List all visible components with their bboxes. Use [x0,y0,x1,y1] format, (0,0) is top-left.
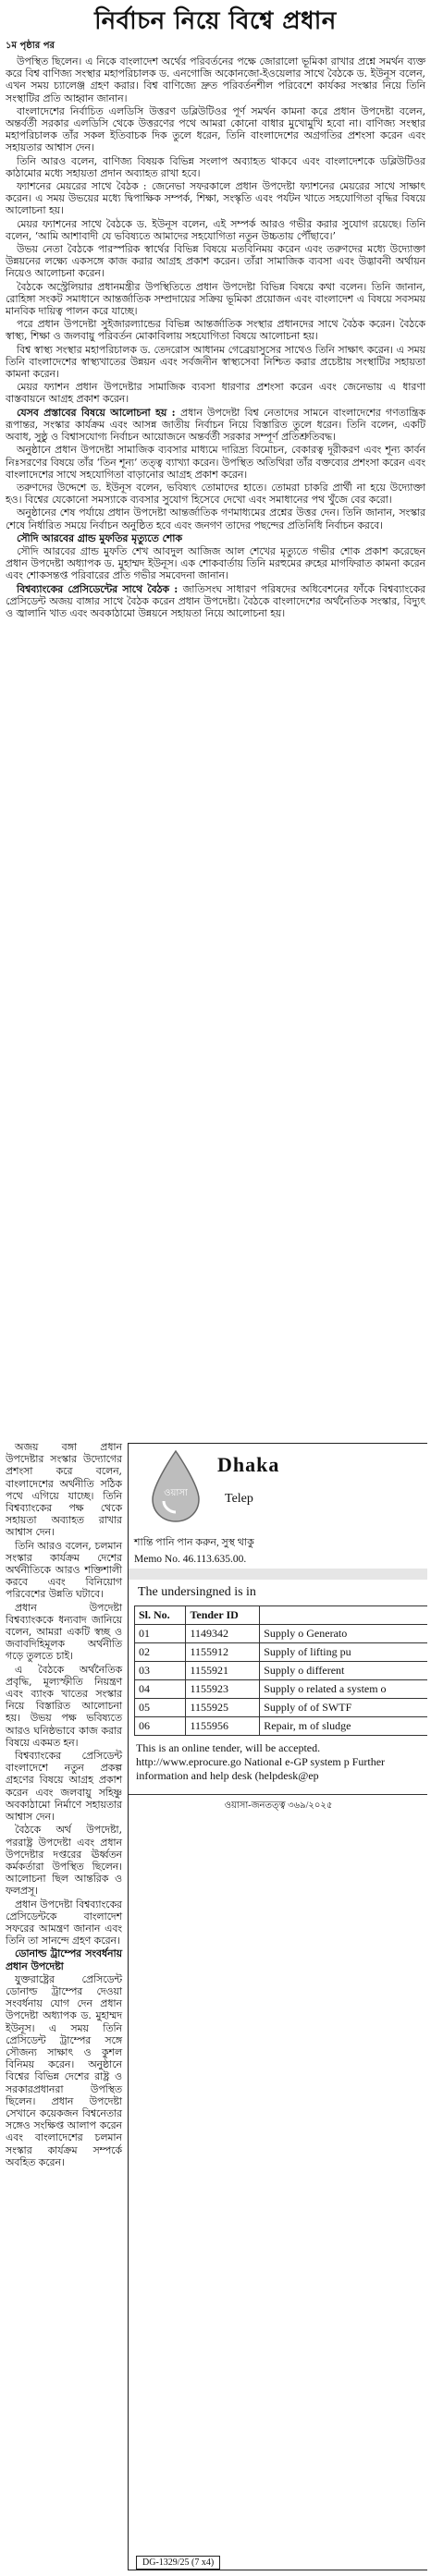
table-cell: 1149342 [186,1625,260,1643]
headline: নির্বাচন নিয়ে বিশ্বে প্রধান [94,7,337,35]
table-header-row [135,1606,428,1625]
subheading: সৌদি আরবের গ্রান্ড মুফতির মৃত্যুতে শোক [17,531,182,544]
paragraph: সৌদি আরবের গ্রান্ড মুফতি শেখ আবদুল আজিজ আল শেখের মৃত্যুতে গভীর শোক প্রকাশ করেছেন প্রধান উপদেষ্টা অধ্যাপক ড. মুহাম্মদ ইউনূস। এক শোকবার্তায় তিনি মরহুমের রুহের মাগফিরাত কামনা করেন এবং শোকসন্তপ্ত পরিবারের প্রতি গভীর সমবেদনা জানান। [6,544,425,582]
newspaper-page [4,4,427,2572]
table-row [135,1662,428,1680]
paragraph: তরুণদের উদ্দেশে ড. ইউনূস বলেন, ভবিষ্যৎ তোমাদের হাতে। তোমরা চাকরি প্রার্থী না হয়ে উদ্যোক্তা হও। বিশ্বের যেকোনো সমস্যাকে ব্যবসার সুযোগ হিসেবে দেখো এবং সমাধানের পথ খুঁজে বের করো। [6,481,425,507]
paragraph: বৈঠকে অস্ট্রেলিয়ার প্রধানমন্ত্রীর উপস্থিতিতে প্রধান উপদেষ্টা বিভিন্ন বিষয়ে কথা বলেন। তিনি জানান, রোহিঙ্গা সংকট সমাধানে আন্তর্জাতিক সম্প্রদায়ের সক্রিয় ভূমিকা প্রয়োজন এবং বাংলাদেশ এ বিষয়ে সবসময় মানবিক দায়িত্ব পালন করে যাচ্ছে। [6,280,425,318]
subheading: ডোনাল্ড ট্রাম্পের সংবর্ধনায় প্রধান উপদেষ্টা [6,1947,122,1972]
table-cell: 01 [135,1625,186,1643]
paragraph: ফ্যাশনের মেয়রের সাথে বৈঠক : জেনেভা সফরকালে প্রধান উপদেষ্টা ফ্যাশনের মেয়রের সাথে সাক্ষাৎ করেন। এ সময় উভয়ের মধ্যে দ্বিপাক্ষিক সম্পর্ক, শিক্ষা, সংস্কৃতি এবং পর্যটন খাতে সহযোগিতা বৃদ্ধির বিষয়ে আলোচনা হয়। [6,180,425,217]
continued-from-label: ১ম পৃষ্ঠার পর [6,41,55,51]
paragraph: যুক্তরাষ্ট্রের প্রেসিডেন্ট ডোনাল্ড ট্রাম্পের দেওয়া সংবর্ধনায় যোগ দেন প্রধান উপদেষ্টা অধ্যাপক ড. মুহাম্মদ ইউনূস। এ সময় তিনি প্রেসিডেন্ট ট্রাম্পের সঙ্গে সৌজন্য সাক্ষাৎ ও কুশল বিনিময় করেন। অনুষ্ঠানে বিশ্বের বিভিন্ন দেশের রাষ্ট্র ও সরকারপ্রধানরা উপস্থিত ছিলেন। প্রধান উপদেষ্টা সেখানে কয়েকজন বিশ্বনেতার সঙ্গেও সংক্ষিপ্ত আলাপ করেন এবং বাংলাদেশের চলমান সংস্কার কার্যক্রম সম্পর্কে অবহিত করেন। [6,1972,122,2168]
paragraph-with-subhead [6,407,425,444]
water-drop-logo-icon [147,1449,204,1523]
narrow-column [6,1441,122,2169]
table-cell: 1155925 [186,1699,260,1717]
dg-number: DG-1329/25 (7 x4) [136,2556,220,2570]
ad-header [129,1444,427,1532]
table-row [135,1717,428,1736]
ad-memo: Memo No. 46.113.635.00. [134,1554,247,1565]
paragraph: এ বৈঠকে অর্থনৈতিক প্রবৃদ্ধি, মূল্যস্ফীতি নিয়ন্ত্রণ এবং ব্যাংক খাতের সংস্কার নিয়ে বিস্তারিত আলোচনা হয়। উভয় পক্ষ ভবিষ্যতে আরও ঘনিষ্ঠভাবে কাজ করার বিষয়ে একমত হন। [6,1663,122,1749]
table-row [135,1680,428,1699]
logo-text: ওয়াসা [164,1488,188,1498]
table-cell: 04 [135,1680,186,1699]
table-cell: Supply of lifting pu [260,1643,427,1662]
paragraph: উভয় নেতা বৈঠকে পারস্পরিক স্বার্থের বিভিন্ন বিষয়ে মতবিনিময় করেন এবং তরুণদের মধ্যে উদ্যোক্তা উন্নয়নের লক্ষ্যে একসঙ্গে কাজ করার আগ্রহ প্রকাশ করেন। তাঁরা সামাজিক ব্যবসা এবং উদ্ভাবনী অর্থায়ন নিয়েও আলোচনা করেন। [6,243,426,280]
paragraph: মেয়র ফ্যাশন প্রধান উপদেষ্টার সামাজিক ব্যবসা ধারণার প্রশংসা করেন এবং জেনেভায় এ ধারণা বাস্তবায়নে আগ্রহ প্রকাশ করেন। [6,381,425,406]
ad-intro: The undersingned is in [138,1585,256,1599]
paragraph: তিনি আরও বলেন, বাণিজ্য বিষয়ক বিভিন্ন সংলাপ অব্যাহত থাকবে এবং বাংলাদেশকে ডব্লিউটিওর কাঠামোর মধ্যে সহায়তা প্রদান অব্যাহত রাখা হবে। [6,154,425,179]
paragraph: বিশ্বব্যাংকের প্রেসিডেন্ট বাংলাদেশে নতুন প্রকল্প গ্রহণের বিষয়ে আগ্রহ প্রকাশ করেন এবং জলবায়ু সহিষ্ণু অবকাঠামো নির্মাণে সহায়তার আশ্বাস দেন। [6,1750,122,1824]
paragraph: বৈঠকে অর্থ উপদেষ্টা, পররাষ্ট্র উপদেষ্টা এবং প্রধান উপদেষ্টার দপ্তরের ঊর্ধ্বতন কর্মকর্তারা উপস্থিত ছিলেন। আলোচনা ছিল আন্তরিক ও ফলপ্রসূ। [6,1824,122,1898]
paragraph: অনুষ্ঠানে প্রধান উপদেষ্টা সামাজিক ব্যবসার মাধ্যমে দারিদ্র্য বিমোচন, বেকারত্ব দূরীকরণ এবং শূন্য কার্বন নিঃসরণের বিষয়ে তাঁর ‘তিন শূন্য’ তত্ত্ব ব্যাখ্যা করেন। উপস্থিত অতিথিরা তাঁর বক্তব্যের প্রশংসা করেন এবং বাংলাদেশের সাথে সহযোগিতা বাড়ানোর আগ্রহ প্রকাশ করেন। [6,444,425,481]
table-row [135,1625,428,1643]
table-cell: 06 [135,1717,186,1736]
ad-footer-text: This is an online tender, will be accepted. http://www.eprocure.go National e-GP system p Further information and help desk (helpdesk@ep [136,1741,386,1782]
column-header: Tender ID [186,1606,260,1625]
paragraph: মেয়র ফ্যাশনের সাথে বৈঠকে ড. ইউনূস বলেন, এই সম্পর্ক আরও গভীর করার সুযোগ রয়েছে। তিনি বলেন, ‘আমি আশাবাদী যে ভবিষ্যতে আমাদের সহযোগিতা নতুন উচ্চতায় পৌঁছাবে।’ [6,217,425,242]
table-cell: 03 [135,1662,186,1680]
table-cell: 1155912 [186,1643,260,1662]
table-cell: 1155921 [186,1662,260,1680]
paragraph: বাংলাদেশের নির্বাচিত এলডিসি উত্তরণ ডব্লিউটিওর পূর্ণ সমর্থন কামনা করে প্রধান উপদেষ্টা বলেন, অন্তর্বর্তী সরকার এলডিসি থেকে উত্তরণের পথে আমরা কোনো বাধার মুখোমুখি হবো না। বাণিজ্য সংস্থার মহাপরিচালক তাঁর সকল ইতিবাচক দিক তুলে ধরেন, তিনি বাংলাদেশের অগ্রগতির প্রশংসা করেন এবং সহায়তার আশ্বাস দেন। [6,104,425,154]
ad-telephone: Telep [225,1492,253,1506]
paragraph: অজয় বঙ্গা প্রধান উপদেষ্টার সংস্কার উদ্যোগের প্রশংসা করে বলেন, বাংলাদেশের অর্থনীতি সঠিক পথে এগিয়ে যাচ্ছে। তিনি বিশ্বব্যাংকের পক্ষ থেকে সহায়তা অব্যাহত রাখার আশ্বাস দেন। [6,1441,122,1539]
table-row [135,1643,428,1662]
column-header [260,1606,427,1625]
table-row [135,1699,428,1717]
subheading: বিশ্বব্যাংকের প্রেসিডেন্টের সাথে বৈঠক : [17,582,183,595]
column-header: Sl. No. [135,1606,186,1625]
paragraph-text: প্রধান উপদেষ্টা বিশ্ব নেতাদের সামনে বাংলাদেশের গণতান্ত্রিক রূপান্তর, সংস্কার কার্যক্রম এবং আসন্ন জাতীয় নির্বাচন নিয়ে বিস্তারিত তুলে ধরেন। তিনি বলেন, একটি অবাধ, সুষ্ঠু ও বিশ্বাসযোগ্য নির্বাচন আয়োজনে অন্তর্বর্তী সরকার সম্পূর্ণ প্রতিশ্রুতিবদ্ধ। [6,406,425,444]
ad-reference-code: ওয়াসা-জনতত্ত্ব ৩৬৯/২০২৫ [129,1794,427,1818]
table-cell: Supply o different [260,1662,427,1680]
table-cell: 1155956 [186,1717,260,1736]
paragraph: বিশ্ব স্বাস্থ্য সংস্থার মহাপরিচালক ড. তেদরোস আধানম গেব্রেয়াসুসের সাথেও তিনি সাক্ষাৎ করেন। এ সময় তিনি বাংলাদেশের স্বাস্থ্যখাতের উন্নয়ন এবং সর্বজনীন স্বাস্থ্যসেবা নিশ্চিত করার প্রচেষ্টায় সংস্থাটির সহায়তা কামনা করেন। [6,343,425,381]
subheading-line [6,532,425,544]
paragraph: প্রধান উপদেষ্টা বিশ্বব্যাংককে ধন্যবাদ জানিয়ে বলেন, আমরা একটি স্বচ্ছ ও জবাবদিহিমূলক অর্থনীতি গড়ে তুলতে চাই। [6,1601,122,1663]
table-cell: 1155923 [186,1680,260,1699]
table-cell: 02 [135,1643,186,1662]
subheading: যেসব প্রস্তাবের বিষয়ে আলোচনা হয় : [17,406,181,419]
table-cell: Supply of of SWTF [260,1699,427,1717]
divider [129,1569,427,1580]
subheading-line [6,1947,122,1972]
ad-title: Dhaka [217,1453,280,1476]
paragraph: উপস্থিত ছিলেন। এ নিকে বাংলাদেশ অর্থের পরিবর্তনের পক্ষে জোরালো ভূমিকা রাখার প্রশ্নে সমর্থন ব্যক্ত করে বিশ্ব বাণিজ্য সংস্থার মহাপরিচালক ড. এনগোজি অকোনজো-ইওয়েলার সাথে বৈঠকে ড. ইউনূস বলেন, এখন সময় চ্যালেঞ্জ গ্রহণ করার। বিশ্ব বাণিজ্যে দ্রুত পরিবর্তনশীল পরিবেশে কার্যকর সংস্কার নিয়ে তিনি সংস্থাটির প্রতি আহ্বান জানান। [6,55,425,104]
paragraph-text: জাতিসংঘ সাধারণ পরিষদের অধিবেশনের ফাঁকে বিশ্বব্যাংকের প্রেসিডেন্ট অজয় বাঙ্গার সাথে বৈঠক করেন প্রধান উপদেষ্টা। বৈঠকে বাংলাদেশের অর্থনৈতিক সংস্কার, বিদ্যুৎ ও জ্বালানি খাত এবং অবকাঠামো উন্নয়নে সহায়তা নিয়ে আলোচনা হয়। [6,582,425,619]
article-body [6,55,425,619]
table-cell: Repair, m of sludge [260,1717,427,1736]
ad-slogan: শান্তি পানি পান করুন, সুস্থ থাকু [134,1537,254,1548]
paragraph: তিনি আরও বলেন, চলমান সংস্কার কার্যক্রম দেশের অর্থনীতিকে আরও শক্তিশালী করবে এবং বিনিয়োগ পরিবেশের উন্নতি ঘটাবে। [6,1539,122,1601]
tender-table [134,1605,427,1736]
paragraph: প্রধান উপদেষ্টা বিশ্বব্যাংকের প্রেসিডেন্টকে বাংলাদেশ সফরের আমন্ত্রণ জানান এবং তিনি তা সানন্দে গ্রহণ করেন। [6,1898,122,1947]
table-cell: Supply o Generato [260,1625,427,1643]
table-cell: 05 [135,1699,186,1717]
table-cell: Supply o related a system o [260,1680,427,1699]
paragraph: অনুষ্ঠানের শেষ পর্যায়ে প্রধান উপদেষ্টা আন্তর্জাতিক গণমাধ্যমের প্রশ্নের উত্তর দেন। তিনি জানান, সংস্কার শেষে নির্ধারিত সময়ে নির্বাচন অনুষ্ঠিত হবে এবং জনগণ তাদের পছন্দের প্রতিনিধি নির্বাচন করবে। [6,507,425,531]
paragraph: পরে প্রধান উপদেষ্টা সুইজারল্যান্ডের বিভিন্ন আন্তর্জাতিক সংস্থার প্রধানদের সাথে বৈঠক করেন। বৈঠকে স্বাস্থ্য, শিক্ষা ও জলবায়ু পরিবর্তন মোকাবিলায় সহযোগিতা বিষয়ে আলোচনা হয়। [6,318,425,343]
tender-advertisement [128,1443,427,2570]
paragraph-with-subhead [6,583,425,620]
